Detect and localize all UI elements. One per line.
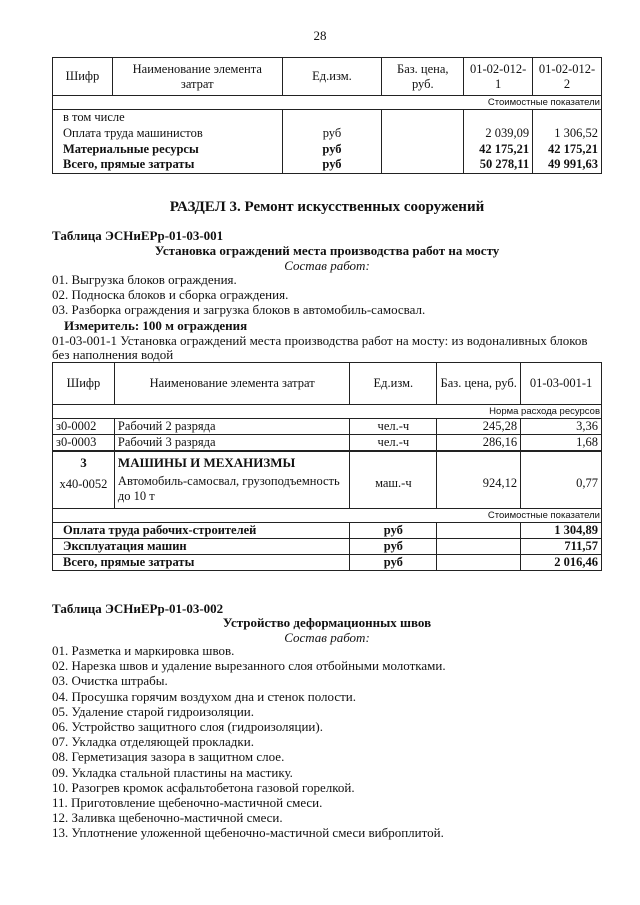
table-description-line-1: 01-03-001-1 Установка ограждений места производства работ на мосту: из водоналивных блоков: [52, 333, 588, 348]
list-item: 06. Устройство защитного слоя (гидроизоляции).: [52, 718, 323, 734]
page-number: 28: [313, 28, 327, 43]
row-unit: руб: [282, 141, 382, 157]
table-row: [53, 538, 602, 554]
row-value-1: 2 039,09: [464, 125, 533, 141]
table-row: [53, 157, 602, 173]
subheader-cost-indicators: Стоимостные показатели: [53, 508, 602, 522]
list-item: 05. Удаление старой гидроизоляции.: [52, 703, 254, 719]
table-row: [53, 141, 602, 157]
table-row: [53, 522, 602, 538]
table-row: [53, 125, 602, 141]
works-list: [52, 272, 425, 318]
works-list: [52, 643, 446, 840]
header-code: Шифр: [53, 363, 115, 405]
header-code: Шифр: [53, 58, 113, 96]
measure-unit: Измеритель: 100 м ограждения: [64, 318, 248, 333]
row-name: Всего, прямые затраты: [53, 157, 283, 173]
composition-heading: Состав работ:: [284, 630, 370, 645]
table-row: [53, 419, 602, 435]
machine-name-line-1: Автомобиль-самосвал, грузоподъемность: [117, 474, 340, 488]
list-item: 10. Разогрев кромок асфальтобетона газовой горелкой.: [52, 779, 355, 795]
row-value-1: 42 175,21: [464, 141, 533, 157]
header-unit: Ед.изм.: [350, 363, 437, 405]
row-value: 711,57: [521, 538, 602, 554]
table-row: [53, 435, 602, 452]
group-row: [53, 451, 602, 508]
header-col-1: 01-03-001-1: [521, 363, 602, 405]
row-value-2: 42 175,21: [533, 141, 602, 157]
table-label: Таблица ЭСНиЕРр-01-03-001: [52, 228, 224, 243]
row-name: Рабочий 2 разряда: [114, 419, 350, 435]
list-item: 12. Заливка щебеночно-мастичной смеси.: [52, 810, 283, 826]
subheader-row: [53, 405, 602, 419]
row-value: 1 304,89: [521, 522, 602, 538]
row-name: Рабочий 3 разряда: [114, 435, 350, 452]
machine-unit: маш.-ч: [350, 451, 437, 508]
subheader-row: [53, 96, 602, 110]
row-unit: чел.-ч: [350, 419, 437, 435]
header-unit: Ед.изм.: [282, 58, 382, 96]
table-title: Установка ограждений места производства работ на мосту: [154, 243, 500, 258]
row-value-2: 1 306,52: [533, 125, 602, 141]
row-price: 245,28: [437, 419, 521, 435]
row-value: 1,68: [521, 435, 602, 452]
header-name: Наименование элемента затрат: [114, 363, 350, 405]
machine-price: 924,12: [437, 451, 521, 508]
row-name: Всего, прямые затраты: [53, 554, 350, 570]
group-cell-name: [114, 451, 350, 508]
header-price: Баз. цена, руб.: [437, 363, 521, 405]
row-code: з0-0002: [53, 419, 115, 435]
row-name: Оплата труда рабочих-строителей: [53, 522, 350, 538]
row-value: 2 016,46: [521, 554, 602, 570]
list-item: 02. Нарезка швов и удаление вырезанного слоя отбойными молотками.: [52, 658, 446, 674]
list-item: 08. Герметизация зазора в защитном слое.: [52, 749, 285, 765]
row-unit: руб: [282, 125, 382, 141]
machine-value: 0,77: [521, 451, 602, 508]
table-header-row: [53, 58, 602, 96]
cost-table-top: [52, 57, 602, 174]
row-price: 286,16: [437, 435, 521, 452]
header-col-2: 01-02-012-2: [533, 58, 602, 96]
list-item: 03. Очистка штрабы.: [52, 673, 168, 689]
machine-code: х40-0052: [59, 477, 108, 491]
row-unit: руб: [282, 157, 382, 173]
list-item: 01. Разметка и маркировка швов.: [52, 643, 235, 658]
row-code: з0-0003: [53, 435, 115, 452]
group-cell-code: [53, 451, 115, 508]
table-row: [53, 554, 602, 570]
table-header-row: [53, 363, 602, 405]
header-price: Баз. цена, руб.: [382, 58, 464, 96]
section-title: РАЗДЕЛ 3. Ремонт искусственных сооружений: [169, 199, 485, 215]
list-item: 13. Уплотнение уложенной щебеночно-мастичной смеси виброплитой.: [52, 825, 444, 841]
group-number: 3: [80, 455, 87, 470]
row-unit: руб: [350, 522, 437, 538]
header-col-1: 01-02-012-1: [464, 58, 533, 96]
table-title: Устройство деформационных швов: [222, 615, 432, 630]
row-name: Эксплуатация машин: [53, 538, 350, 554]
group-name: МАШИНЫ И МЕХАНИЗМЫ: [117, 455, 296, 470]
list-item: 11. Приготовление щебеночно-мастичной смеси.: [52, 794, 323, 810]
row-name: Материальные ресурсы: [53, 141, 283, 157]
row-name: в том числе: [53, 110, 283, 126]
table-row: [53, 110, 602, 126]
list-item: 02. Поднoска блоков и сборка ограждения.: [52, 287, 289, 303]
list-item: 04. Просушка горячим воздухом дна и стенок полости.: [52, 688, 357, 704]
subheader-row: [53, 508, 602, 522]
list-item: 03. Разборка ограждения и загрузка блоков в автомобиль-самосвал.: [52, 302, 426, 318]
composition-heading: Состав работ:: [284, 258, 370, 273]
table-label: Таблица ЭСНиЕРр-01-03-002: [52, 601, 224, 616]
resource-table: [52, 362, 602, 571]
row-value-1: 50 278,11: [464, 157, 533, 173]
machine-name-line-2: до 10 т: [117, 489, 155, 503]
row-value-2: 49 991,63: [533, 157, 602, 173]
list-item: 07. Укладка отделяющей прокладки.: [52, 734, 254, 750]
row-name: Оплата труда машинистов: [53, 125, 283, 141]
subheader-cost-indicators: Стоимостные показатели: [53, 96, 602, 110]
table-description-line-2: без наполнения водой: [52, 347, 174, 362]
row-unit: чел.-ч: [350, 435, 437, 452]
list-item: 01. Выгрузка блоков ограждения.: [52, 272, 237, 287]
row-unit: руб: [350, 538, 437, 554]
list-item: 09. Укладка стальной пластины на мастику.: [52, 764, 293, 780]
row-unit: руб: [350, 554, 437, 570]
header-name: Наименование элемента затрат: [112, 58, 282, 96]
row-value: 3,36: [521, 419, 602, 435]
subheader-resource-norm: Норма расхода ресурсов: [53, 405, 602, 419]
